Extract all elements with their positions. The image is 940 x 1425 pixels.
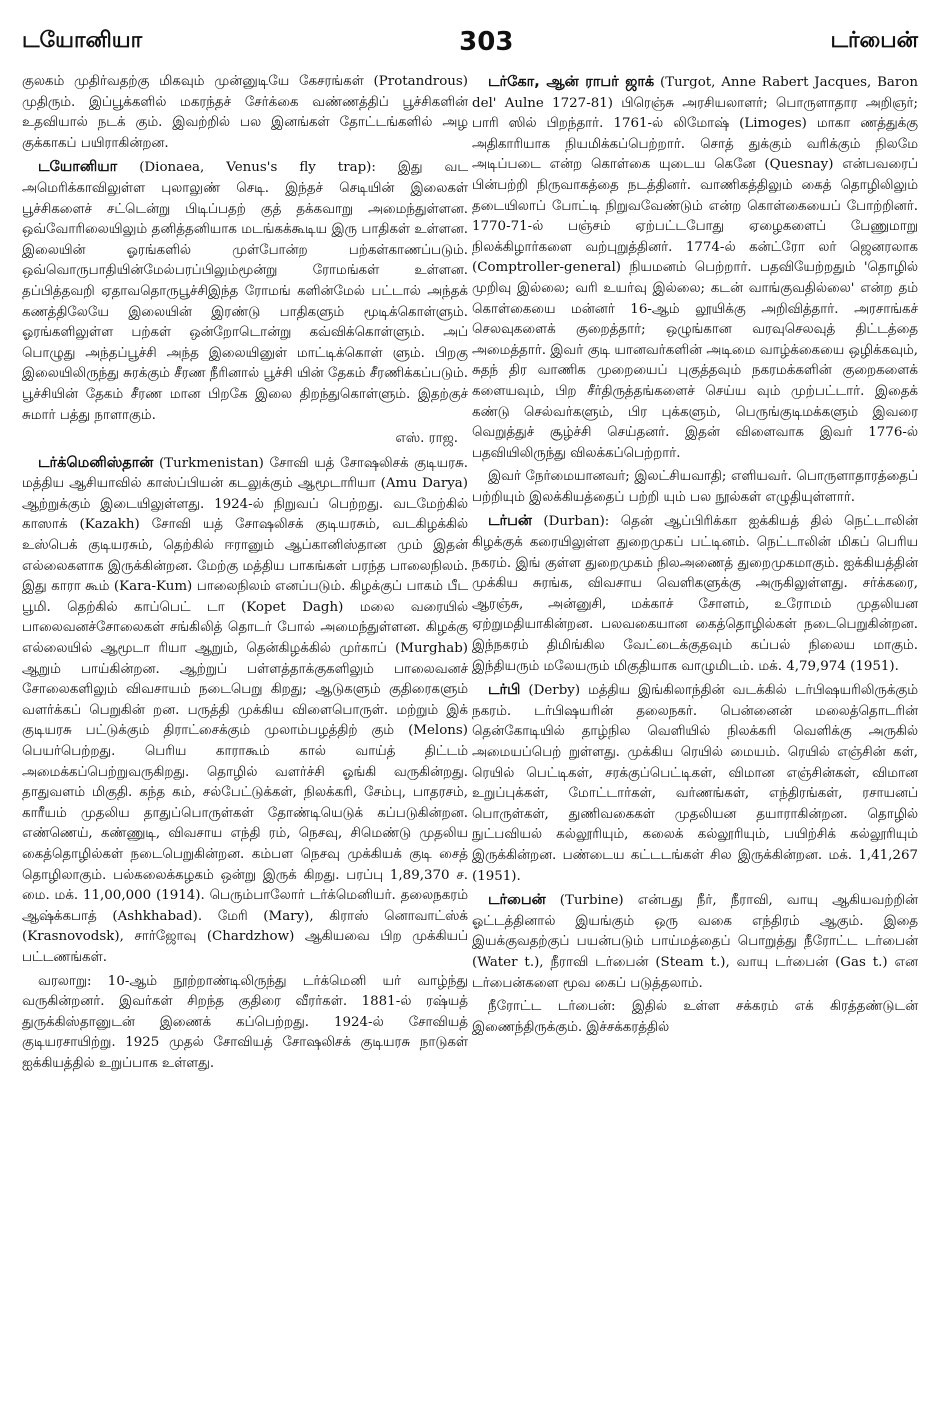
entry-paragraph: வரலாறு: 10-ஆம் நூற்றாண்டிலிருந்து டர்க்மெனி யர் வாழ்ந்து வருகின்றனர். இவர்கள் சிறந்த குதிரை வீரர்கள். 1881-ல் ரஷ்யத் துருக்கிஸ்தானுடன் இணைக் கப்பெற்றது. 1924-ல் சோவியத் குடியரசாயிற்று. 1925 முதல் சோவியத் சோஷலிசக் குடியரசு நாடுகள் ஐக்கியத்தில் உறுப்பாக உள்ளது.: [22, 973, 468, 1071]
entry-headword: டர்க்மெனிஸ்தான்: [38, 454, 154, 471]
entry-derby: [472, 680, 918, 887]
right-column: [472, 72, 918, 1415]
entry-dionaea: [22, 157, 468, 426]
entry-paragraph: இவர் நேர்மையானவர்; இலட்சியவாதி; எளியவர். பொருளாதாரத்தைப் பற்றியும் இலக்கியத்தைப் பற்றி யும் பல நூல்கள் எழுதியுள்ளார்.: [472, 469, 918, 505]
entry-text: (Turgot, Anne Rabert Jacques, Baron del' Aulne 1727-81) பிரெஞ்சு அரசியலாளர்; பொருளாதார அறிஞர்; பாரி ஸில் பிறந்தார். 1761-ல் லிமோஷ் (Limoges) மாகா ணத்துக்கு அதிகாரியாக நியமிக்கப்பெற்றார். சொத் துக்கும் வரிக்கும் நிலமே அடிப்படை என்ற கொள்கை யுடைய கெனே (Quesnay) என்பவரைப் பின்பற்றி நிருவாகத்தை நடத்தினர். வாணிகத்திலும் கைத் தொழிலிலும் தடையிலாப் போட்டி நிறுவவேண்டும் என்ற கொள்கையைப் போற்றினர். 1770-71-ல் பஞ்சம் ஏற்பட்டபோது ஏழைகளைப் பேணுமாறு நிலக்கிழார்களை வற்புறுத்தினர். 1774-ல் கன்ட்ரோ லர் ஜெனரலாக (Comptroller-general) நியமனம் பெற்றார். பதவியேற்றதும் 'தொழில் முறிவு இல்லை; வரி உயர்வு இல்லை; கடன் வாங்குவதில்லை' என்ற தம் கொள்கையை மன்னர் 16-ஆம் லூயிக்கு அறிவித்தார். அரசாங்கச் செலவுகளைக் குறைத்தார்; ஒழுங்கான வரவுசெலவுத் திட்டத்தை அமைத்தார். இவர் குடி யானவர்களின் அடிமை வாழ்க்கையை ஒழிக்கவும், சுதந் திர வாணிக முறையைப் புகுத்தவும் நகரமக்களின் குறைகளைக் களையவும், பிற சீர்திருத்தங்களைச் செய்ய வும் முற்பட்டார். இதைக் கண்டு செல்வர்களும், பிர புக்களும், பெருங்குடிமக்களும் இவரை வெறுத்துச் சூழ்ச்சி செய்தனர். இதன் விளைவாக இவர் 1776-ல் பதவியிலிருந்து விலக்கப்பெற்றார்.: [472, 75, 918, 461]
text-columns: [22, 72, 918, 1415]
entry-headword: டயோனியா: [38, 159, 118, 176]
entry-headword: டர்பி: [488, 682, 521, 699]
entry-headword: டர்பன்: [488, 513, 532, 530]
entry-text: (Dionaea, Venus's fly trap): இது வட அமெரிக்காவிலுள்ள புலாலுண் செடி. இந்தச் செடியின் இலைகள் பூச்சிகளைச் சட்டென்று பிடிப்பதற் குத் தக்கவாறு அமைந்துள்ளன. ஒவ்வோரிலையிலும் தனித்தனியாக மடங்கக்கூடிய இரு பாதிகள் உள்ளன. இலையின் ஓரங்களில் முள்போன்ற பற்கள்காணப்படும். ஒவ்வொருபாதியின்மேல்பரப்பிலும்மூன்று ரோமங்கள் உள்ளன. தப்பித்தவறி ஏதாவதொருபூச்சிஇந்த ரோமங் களின்மேல் பட்டால் அந்தக் கணத்திலேயே இலையின் இரண்டு பாதிகளும் மூடிக்கொள்ளும். ஓரங்களிலுள்ள பற்கள் ஒன்றோடொன்று கவ்விக்கொள்ளும். அப் பொழுது அந்தப்பூச்சி அந்த இலையினுள் மாட்டிக்கொள் ளும். பிறகு இலையிலிருந்து சுரக்கும் சீரண நீரினால் பூச்சி யின் தேகம் சீரணிக்கப்படும். பூச்சியின் தேகம் சீரண மான பிறகே இலை திறந்துகொள்ளும். இதற்குச் சுமார் பத்து நாளாகும்.: [22, 160, 468, 423]
entry-turgot: [472, 72, 918, 464]
author-signature: எஸ். ராஜ.: [395, 431, 458, 447]
entry-text: (Turkmenistan) சோவி யத் சோஷலிசக் குடியரசு. மத்திய ஆசியாவில் காஸ்ப்பியன் கடலுக்கும் ஆமூடாரியா (Amu Darya) ஆற்றுக்கும் இடையிலுள்ளது. 1924-ல் நிறுவப் பெற்றது. வடமேற்கில் காஸாக் (Kazakh) சோவி யத் சோஷலிசக் குடியரசும், வடகிழக்கில் உஸ்பெக் குடியரசும், தெற்கில் ஈரானும் ஆப்கானிஸ்தான மும் இதன் எல்லைகளாக இருக்கின்றன. மேற்கு மத்திய பாகங்கள் பரந்த பாலைநிலம். இது காரா கூம் (Kara-Kum) பாலைநிலம் எனப்படும். கிழக்குப் பாகம் பீட பூமி. தெற்கில் காப்பெட் டா (Kopet Dagh) மலை வரையில் பாலைவனச்சோலைகள் சங்கிலித் தொடர் போல் அமைந்துள்ளன. கிழக்கு எல்லையில் ஆமூடா ரியா ஆறும், தென்கிழக்கில் முர்காப் (Murghab) ஆறும் பாய்கின்றன. ஆற்றுப் பள்ளத்தாக்குகளிலும் பாலைவனச் சோலைகளிலும் விவசாயம் நடைபெறு கிறது; ஆடுகளும் குதிரைகளும் வளர்க்கப் பெறுகின் றன. பருத்தி முக்கிய விளைபொருள். மற்றும் இக் குடியரசு பட்டுக்கும் திராட்சைக்கும் முலாம்பழத்திற் கும் (Melons) பெயர்பெற்றது. பெரிய காராகூம் கால் வாய்த் திட்டம் அமைக்கப்பெற்றுவருகிறது. தொழில் வளர்ச்சி ஓங்கி வருகின்றது. தாதுவளம் மிகுதி. கந்த கம், சல்பேட்டுக்கள், நிலக்கரி, சேம்பு, பாதரசம், காரீயம் முதலிய தாதுப்பொருள்கள் தோண்டியெடுக் கப்படுகின்றன. எண்ணெய், கண்ணுடி, விவசாய எந்தி ரம், நெசவு, சிமெண்டு முதலிய கைத்தொழில்கள் நடைபெறுகின்றன. கம்பள நெசவு முக்கியக் குடி சைத் தொழிலாகும். பல்கலைக்கழகம் ஒன்று இருக் கிறது. பரப்பு 1,89,370 ச. மை. மக். 11,00,000 (1914). பெரும்பாலோர் டர்க்மெனியர். தலைநகரம் ஆஷ்க்கபாத் (Ashkhabad). மேரி (Mary), கிராஸ் னொவாட்ஸ்க் (Krasnovodsk), சார்ஜோவு (Chardzhow) ஆகியவை பிற முக்கியப் பட்டணங்கள்.: [22, 455, 468, 965]
entry-text: (Derby) மத்திய இங்கிலாந்தின் வடக்கில் டர்பிஷயரிலிருக்கும் நகரம். டர்பிஷயரின் தலைநகர். பென்னைன் மலைத்தொடரின் தென்கோடியில் தாழ்நில வெளியில் நிலக்கரி வெளிக்கு அருகில் அமையப்பெற் றுள்ளது. முக்கிய ரெயில் மையம். ரெயில் எஞ்சின் கள், ரெயில் பெட்டிகள், சரக்குப்பெட்டிகள், விமான எஞ்சின்கள், விமான உறுப்புக்கள், மோட்டார்கள், வர்ணங்கள், எந்திரங்கள், ரசாயனப் பொருள்கள், துணிவகைகள் முதலியன தயாராகின்றன. தொழில் நுட்பவியல் கல்லூரியும், கலைக் கல்லூரியும், பயிற்சிக் கல்லூரியும் இருக்கின்றன. பண்டைய கட்டடங்கள் சில இருக்கின்றன. மக். 1,41,267 (1951).: [472, 683, 918, 884]
entry-headword: டர்கோ, ஆன் ராபர் ஜாக்: [488, 74, 655, 90]
entry-turkmenistan: [22, 453, 468, 969]
page-number: 303: [459, 27, 514, 57]
left-running-head: டயோனியா: [22, 28, 143, 53]
page-header: [22, 22, 918, 62]
right-running-head: டர்பைன்: [830, 28, 918, 53]
entry-paragraph: நீரோட்ட டர்பைன்: இதில் உள்ள சக்கரம் எக் கிரத்தண்டுடன் இணைந்திருக்கும். இச்சக்கரத்தில்: [472, 999, 918, 1035]
entry-durban: [472, 511, 918, 677]
entry-text: (Durban): தென் ஆப்பிரிக்கா ஐக்கியத் தில் நெட்டாலின் கிழக்குக் கரையிலுள்ள துறைமுகப் பட்டினம். நெட்டாலின் மிகப் பெரிய நகரம். இங் குள்ள துறைமுகம் நிலஅணைத் துறைமுகமாகும். ஐக்கியத்தின் முக்கிய சுரங்க, விவசாய வெளிகளுக்கு அருகிலுள்ளது. சர்க்கரை, ஆரஞ்சு, அன்னுசி, மக்காச் சோளம், உரோமம் முதலியன ஏற்றுமதியாகின்றன. பலவகையான கைத்தொழில்கள் நடைபெறுகின்றன. இந்நகரம் திமிங்கில வேட்டைக்குதவும் கப்பல் நிலைய மாகும். இந்தியரும் மலேயரும் மிகுதியாக வாழுமிடம். மக். 4,79,974 (1951).: [472, 514, 918, 674]
entry-text: (Turbine) என்பது நீர், நீராவி, வாயு ஆகியவற்றின் ஓட்டத்தினால் இயங்கும் ஒரு வகை எந்திரம் ஆகும். இதை இயக்குவதற்குப் பயன்படும் பாய்மத்தைப் பொறுத்து நீரோட்ட டர்பைன் (Water t.), நீராவி டர்பைன் (Steam t.), வாயு டர்பைன் (Gas t.) என டர்பைன்களை மூவ கைப் படுத்தலாம்.: [472, 893, 918, 991]
entry-turbine: [472, 890, 918, 994]
entry-headword: டர்பைன்: [488, 892, 546, 909]
continued-paragraph: குலகம் முதிர்வதற்கு மிகவும் முன்னுடியே கேசரங்கள் (Protandrous) முதிரும். இப்பூக்களில் மகரந்தச் சேர்க்கை வண்ணத்திப் பூச்சிகளின் உதவியால் நடக் கும். இவற்றில் பல இனங்கள் தோட்டங்களில் அழ குக்காகப் பயிராகின்றன.: [22, 74, 468, 151]
left-column: [22, 72, 468, 1415]
